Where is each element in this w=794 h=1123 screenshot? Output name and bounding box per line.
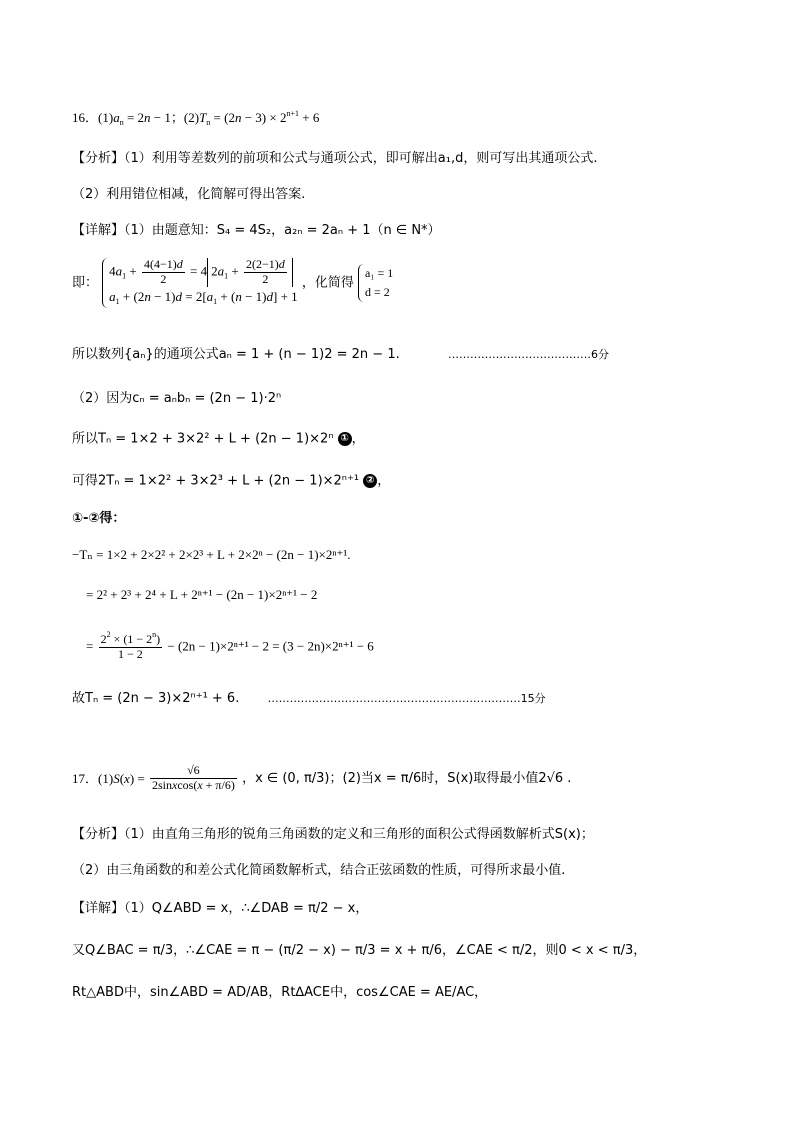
q16-analysis-1 (72, 152, 597, 165)
q17-detail-1 (72, 902, 368, 915)
q16-geometric-sum-fraction: $\frac{2^2 \times (1 - 2^n)}{1 - 2}$ (100, 630, 161, 661)
q17-detail-1-text: （1）Q∠ABD = x，∴∠DAB = π/2 − x， (124, 901, 369, 916)
q17-analysis-1 (72, 828, 594, 841)
q16-system-prefix: 即： (72, 275, 99, 291)
q16-answer-2: $T_n = (2n - 3) \times 2^{n+1} + 6$ (199, 109, 320, 127)
q16-result-a1: a₁ = 1 (364, 266, 394, 281)
q16-analysis-tag: 【分析】 (72, 151, 125, 166)
circled-one-icon: ① (338, 432, 352, 446)
q17-answer-1-label: (1) (98, 770, 114, 786)
q16-answer-sep: ； (170, 110, 184, 125)
q16-diff-3: = $\frac{2^2 \times (1 - 2^n)}{1 - 2}$ − (2n − 1)×2ⁿ⁺¹ − 2 = (3 − 2n)×2ⁿ⁺¹ − 6 (86, 630, 374, 661)
q17-answer-tail: ，x ∈ (0, π/3)；(2)当x = π/6时，S(x)取得最小值2√6 . (242, 770, 572, 786)
q16-detail-tag: 【详解】 (72, 223, 125, 238)
q17-detail-tag: 【详解】 (72, 901, 125, 916)
q16-analysis-2: （2）利用错位相减，化简解可得出答案. (72, 187, 306, 202)
q16-equation-system (102, 258, 298, 308)
q16-result-system (358, 264, 393, 302)
q16-answer-line (72, 110, 319, 127)
q16-diff-label: ①-②得： (72, 511, 126, 526)
q16-system-row-2: $a_1 + (2n - 1)d = 2[a_1 + (n - 1)d] + 1$ (109, 288, 298, 306)
q16-diff-3-tail: − (2n − 1)×2ⁿ⁺¹ − 2 = (3 − 2n)×2ⁿ⁺¹ − 6 (167, 638, 374, 654)
q16-result-d: d = 2 (364, 285, 390, 300)
q17-detail-2: 又Q∠BAC = π/3，∴∠CAE = π − (π/2 − x) − π/3 = x + π/6，∠CAE < π/2，则0 < x < π/3， (72, 943, 647, 958)
q17-analysis-tag: 【分析】 (72, 827, 125, 842)
q16-2tn-expression: 可得2Tₙ = 1×2² + 3×2³ + L + (2n − 1)×2ⁿ⁺¹ (72, 473, 360, 489)
q16-system-row-1: $4a_1$ + $\frac{4(4-1)d}{2}$ = 4 $2a_1$ + $\frac{2(2-1)d}{2}$ (109, 258, 298, 287)
q16-tn-expression: 所以Tₙ = 1×2 + 3×2² + L + (2n − 1)×2ⁿ (72, 431, 334, 447)
q17-analysis-2: （2）由三角函数的和差公式化简函数解析式，结合正弦函数的性质，可得所求最小值. (72, 863, 566, 878)
q16-detail-1-text: （1）由题意知：S₄ = 4S₂，a₂ₙ = 2aₙ + 1（n ∈ N*） (124, 223, 441, 238)
q16-answer-1: $a_n = 2n - 1$ (113, 110, 171, 127)
q16-detail-1 (72, 224, 441, 237)
q17-answer-line: 17．(1)S(x) = $\frac{√6}{\text{2sinxcos(x + π/6)}}$ ，x ∈ (0, π/3)；(2)当x = π/6时，S(x)取得最小值2√6 . (72, 763, 572, 792)
q16-number: 16． (72, 110, 99, 125)
q17-detail-3: Rt△ABD中，sin∠ABD = AD/AB，Rt∆ACE中，cos∠CAE = AE/AC， (72, 985, 488, 1000)
q16-diff-2: = 2² + 2³ + 2⁴ + L + 2ⁿ⁺¹ − (2n − 1)×2ⁿ⁺¹ − 2 (86, 587, 318, 602)
q16-final-tn: 故Tₙ = (2n − 3)×2ⁿ⁺¹ + 6. (72, 691, 240, 706)
q17-analysis-1-text: （1）由直角三角形的锐角三角函数的定义和三角形的面积公式得函数解析式S(x)； (124, 827, 594, 842)
q16-general-term: 所以数列{aₙ}的通项公式aₙ = 1 + (n − 1)2 = 2n − 1. (72, 347, 400, 362)
q16-tn-line: 所以Tₙ = 1×2 + 3×2² + L + (2n − 1)×2ⁿ ① ， (72, 431, 365, 447)
q16-diff-1: −Tₙ = 1×2 + 2×2² + 2×2³ + L + 2×2ⁿ − (2n − 1)×2ⁿ⁺¹. (72, 547, 351, 562)
q16-analysis-1-text: （1）利用等差数列的前项和公式与通项公式，即可解出a₁,d，则可写出其通项公式. (124, 151, 598, 166)
q16-system-line (72, 258, 393, 308)
q16-score-6: …………………………………6分 (448, 348, 610, 361)
q16-part2-intro: （2）因为cₙ = aₙbₙ = (2n − 1)·2ⁿ (72, 391, 282, 406)
q16-answer-2-label: (2) (183, 110, 200, 125)
q16-simplify-text: ，化简得 (301, 275, 354, 291)
circled-two-icon: ② (363, 474, 377, 488)
q17-number: 17． (72, 770, 99, 786)
q16-answer-1-label: (1) (98, 110, 114, 125)
q16-score-15: ……………………………………………………………15分 (267, 692, 546, 705)
q16-final-line (72, 692, 546, 705)
q17-s-fraction: $\frac{√6}{\text{2sinxcos(x + π/6)}}$ (151, 763, 235, 792)
q16-general-term-line (72, 348, 609, 361)
q16-2tn-line: 可得2Tₙ = 1×2² + 3×2³ + L + (2n − 1)×2ⁿ⁺¹ ② ， (72, 473, 391, 489)
